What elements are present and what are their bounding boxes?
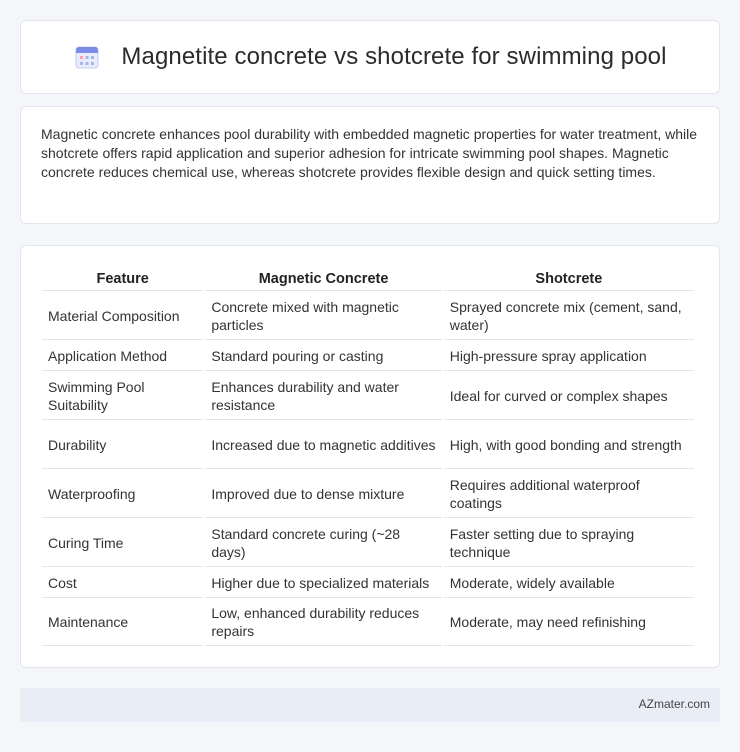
magnetic-cell: Standard pouring or casting <box>205 339 441 370</box>
feature-cell: Material Composition <box>42 290 203 339</box>
table-row <box>42 419 694 468</box>
feature-cell: Curing Time <box>42 517 203 566</box>
feature-cell: Durability <box>42 419 203 468</box>
shotcrete-cell: High-pressure spray application <box>444 339 694 370</box>
shotcrete-cell: Moderate, may need refinishing <box>444 597 694 646</box>
shotcrete-cell: Moderate, widely available <box>444 566 694 597</box>
feature-cell: Cost <box>42 566 203 597</box>
magnetic-cell: Higher due to specialized materials <box>205 566 441 597</box>
table-header-row <box>42 264 694 290</box>
page-title: Magnetite concrete vs shotcrete for swimming pool <box>121 43 667 70</box>
magnetic-cell: Standard concrete curing (~28 days) <box>205 517 441 566</box>
shotcrete-cell: Requires additional waterproof coatings <box>444 468 694 517</box>
header-feature: Feature <box>96 271 149 287</box>
shotcrete-cell: Ideal for curved or complex shapes <box>444 370 694 419</box>
intro-text: Magnetic concrete enhances pool durability with embedded magnetic properties for water treatment, while shotcrete offers rapid application and superior adhesion for intricate swimming pool shapes. Magnetic concrete reduces chemical use, whereas shotcrete provides flexible design and quick setting times. <box>41 126 698 180</box>
table-row <box>42 468 694 517</box>
feature-cell: Maintenance <box>42 597 203 646</box>
table-row <box>42 339 694 370</box>
intro-card <box>20 106 720 224</box>
magnetic-cell: Concrete mixed with magnetic particles <box>205 290 441 339</box>
title-card <box>20 20 720 94</box>
footer-brand[interactable]: AZmater.com <box>638 697 710 711</box>
footer-bar <box>20 688 720 722</box>
feature-cell: Waterproofing <box>42 468 203 517</box>
header-magnetic-concrete: Magnetic Concrete <box>258 271 389 287</box>
table-row <box>42 517 694 566</box>
table-row <box>42 370 694 419</box>
comparison-card <box>20 245 720 668</box>
comparison-table <box>40 264 696 646</box>
shotcrete-cell: High, with good bonding and strength <box>444 419 694 468</box>
table-row <box>42 597 694 646</box>
table-row <box>42 290 694 339</box>
magnetic-cell: Low, enhanced durability reduces repairs <box>205 597 441 646</box>
magnetic-cell: Increased due to magnetic additives <box>205 419 441 468</box>
feature-cell: Application Method <box>42 339 203 370</box>
calendar-icon <box>73 43 101 71</box>
shotcrete-cell: Sprayed concrete mix (cement, sand, water) <box>444 290 694 339</box>
feature-cell: Swimming Pool Suitability <box>42 370 203 419</box>
magnetic-cell: Improved due to dense mixture <box>205 468 441 517</box>
table-row <box>42 566 694 597</box>
magnetic-cell: Enhances durability and water resistance <box>205 370 441 419</box>
shotcrete-cell: Faster setting due to spraying technique <box>444 517 694 566</box>
header-shotcrete: Shotcrete <box>535 271 603 287</box>
